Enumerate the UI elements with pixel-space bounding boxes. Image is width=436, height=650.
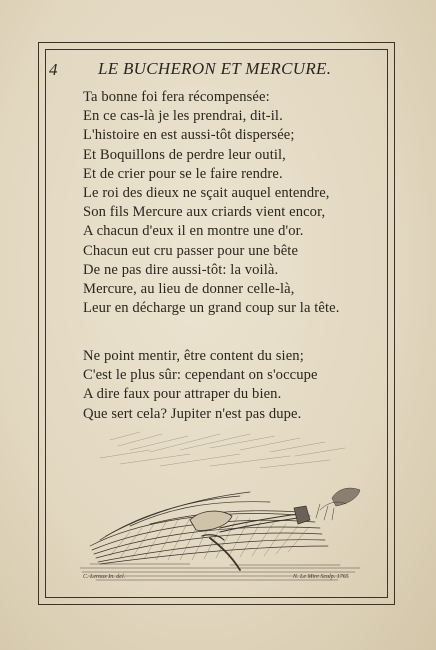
page-number: 4 — [49, 60, 58, 79]
verse-line: Son fils Mercure aux criards vient encor, — [83, 204, 326, 221]
verse-line: Leur en décharge un grand coup sur la tête. — [83, 300, 340, 317]
engraver-credit-left: C. Leroux In. del. — [83, 574, 126, 580]
verse-line: Ta bonne foi fera récompensée: — [83, 89, 270, 105]
verse-line: Ne point mentir, être content du sien; — [83, 348, 304, 364]
vignette-engraving — [70, 428, 370, 586]
verse-line: A dire faux pour attraper du bien. — [83, 386, 282, 403]
verse-line: Mercure, au lieu de donner celle-là, — [83, 281, 295, 298]
distant-foliage — [316, 488, 360, 520]
verse-line: Et de crier pour se le faire rendre. — [83, 165, 283, 182]
verse-line: C'est le plus sûr: cependant on s'occupe — [83, 367, 318, 384]
cloth — [190, 511, 232, 530]
engraver-credit-right: N. Le Mire Sculp. 1765 — [293, 574, 349, 580]
fable-title: LE BUCHERON ET MERCURE. — [98, 59, 332, 78]
verse-line: A chacun d'eux il en montre une d'or. — [83, 223, 304, 240]
verse-line: En ce cas-là je les prendrai, dit-il. — [83, 108, 283, 125]
verse-stanza-1 — [83, 88, 339, 318]
verse-line: Chacun eut cru passer pour une bête — [83, 242, 299, 259]
sky-hatching — [100, 432, 345, 468]
verse-line: Le roi des dieux ne sçait auquel entendre, — [83, 185, 330, 202]
verse-line: L'histoire en est aussi-tôt dispersée; — [83, 127, 295, 144]
verse-line: De ne pas dire aussi-tôt: la voilà. — [83, 261, 279, 278]
verse-line: Et Boquillons de perdre leur outil, — [83, 146, 286, 163]
verse-line: Que sert cela? Jupiter n'est pas dupe. — [83, 405, 302, 422]
verse-stanza-2 — [83, 347, 318, 424]
